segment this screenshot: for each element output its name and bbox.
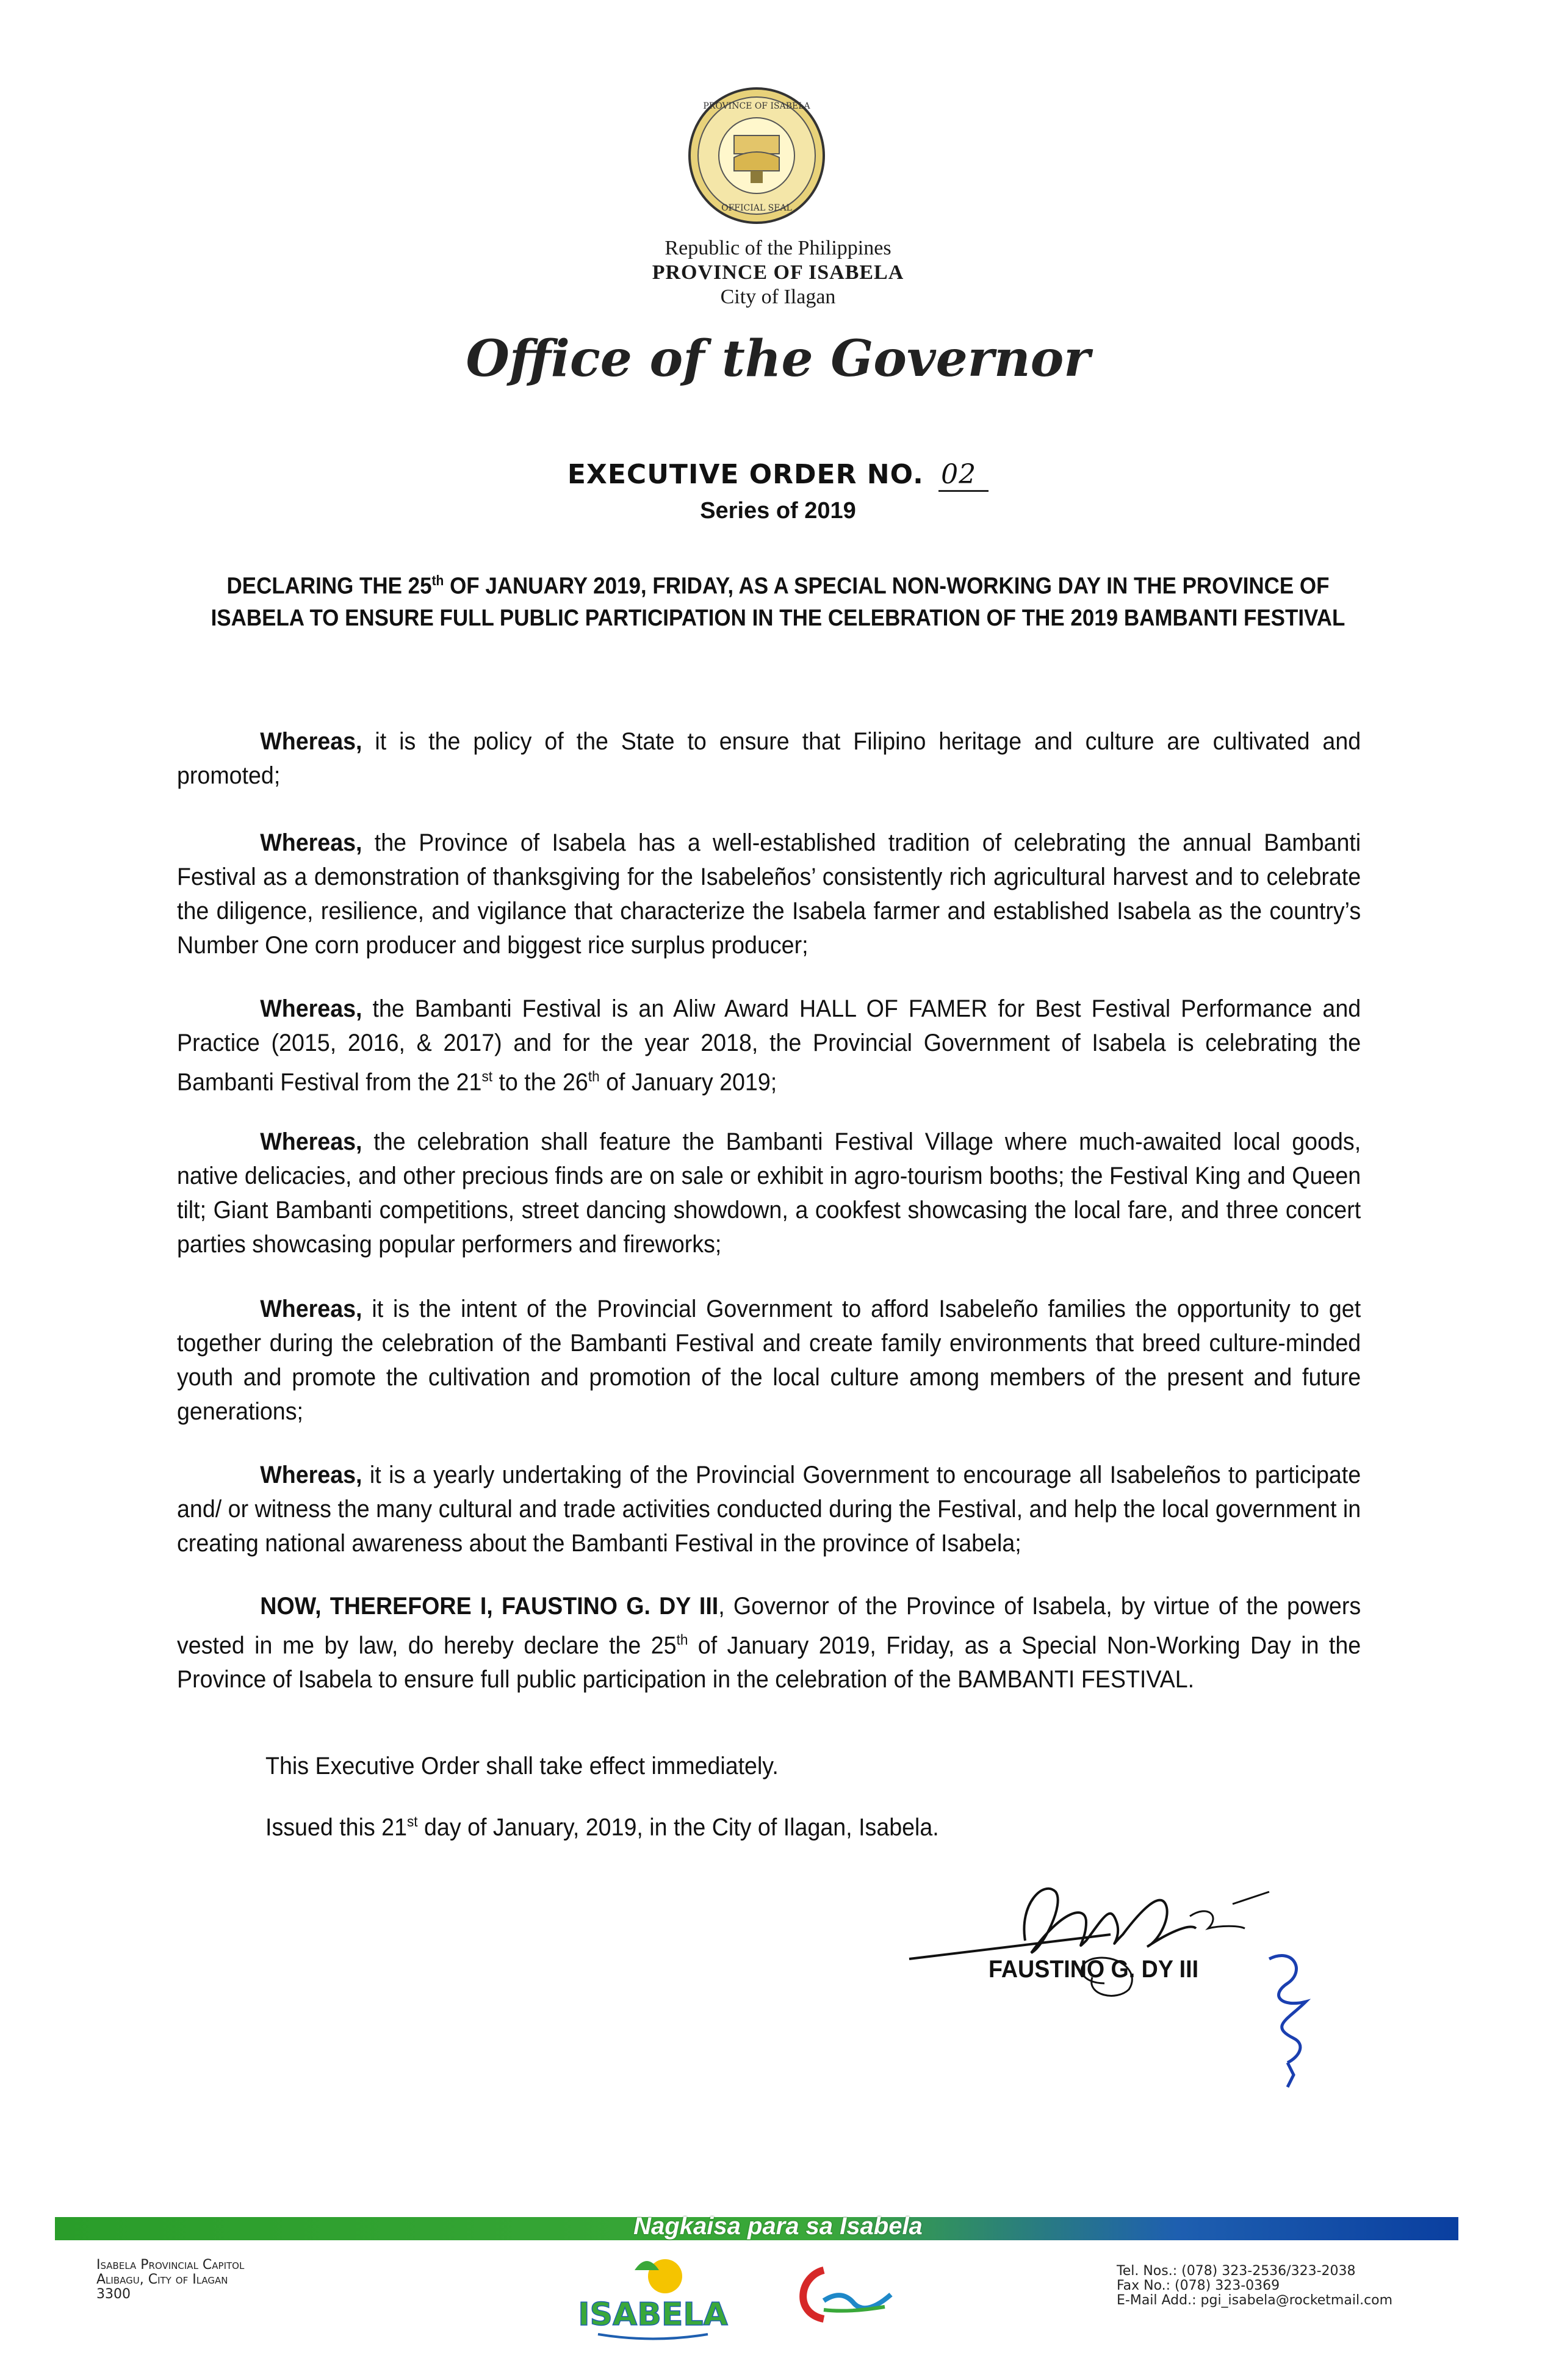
effect-line: This Executive Order shall take effect immediately. [265,1753,779,1780]
executive-order-title [0,459,1556,492]
paragraph-text: it is the policy of the State to ensure that Filipino heritage and culture are cultivated and promoted; [177,728,1361,789]
paragraph-text: of January 2019; [599,1069,777,1096]
address-line-2: Alibagu, City of Ilagan [96,2272,228,2287]
paragraph-text: , Governor of the Province of Isabela, by virtue of the powers vested in me by law, do hereby declare the 25 [177,1593,1361,1659]
whereas-paragraph-6 [177,1458,1361,1560]
official-seal-icon [686,85,827,226]
signatory-name: FAUSTINO G. DY III [989,1956,1199,1983]
issued-line [265,1814,939,1841]
executive-order-label: EXECUTIVE ORDER NO. [567,459,924,490]
wave-logo-icon [787,2258,903,2331]
issued-text-b: day of January, 2019, in the City of Ilagan, Isabela. [417,1814,939,1841]
issued-text-a: Issued this 21 [265,1814,408,1841]
issued-sup: st [407,1814,418,1830]
svg-text:OFFICIAL SEAL: OFFICIAL SEAL [721,203,792,213]
whereas-paragraph-2 [177,826,1361,962]
republic-line: Republic of the Philippines [665,237,891,259]
paragraph-text: the celebration shall feature the Bambanti Festival Village where much-awaited local goods, native delicacies, and other precious finds are on sale or exhibit in agro-tourism booths; the Festival King and Queen tilt; Giant Bambanti competitions, street dancing showdown, a cookfest showcasing the local fare, and three concert parties showcasing popular performers and fireworks; [177,1128,1361,1258]
address-line-3: 3300 [96,2287,131,2302]
footer-contact [1117,2264,1392,2308]
address-line-1: Isabela Provincial Capitol [96,2257,245,2273]
whereas-label: Whereas, [260,829,362,856]
executive-order-series: Series of 2019 [700,498,856,524]
footer-address [96,2258,244,2302]
province-line: PROVINCE OF ISABELA [652,261,904,284]
whereas-paragraph-3 [177,992,1361,1099]
svg-text:PROVINCE OF ISABELA: PROVINCE OF ISABELA [703,101,810,111]
whereas-label: Whereas, [260,995,362,1022]
ordinal-sup: st [481,1069,493,1085]
signature-icon [903,1867,1330,2099]
declaration-paragraph [177,1589,1361,1697]
executive-order-number: 02 [938,459,989,492]
paragraph-text: it is the intent of the Provincial Government to afford Isabeleño families the opportunity to get together during the celebration of the Bambanti Festival and create family environments that breed culture-minded youth and promote the cultivation and promotion of the local culture among members of the present and future generations; [177,1296,1361,1425]
whereas-label: Whereas, [260,728,362,755]
isabela-logo-icon [574,2252,732,2343]
declaring-heading [208,564,1348,634]
whereas-paragraph-1 [177,724,1361,793]
ordinal-sup: th [588,1069,600,1085]
whereas-label: Whereas, [260,1462,362,1488]
declaring-text-a: DECLARING THE 25 [226,573,432,599]
city-line: City of Ilagan [720,286,836,308]
whereas-paragraph-5 [177,1292,1361,1429]
paragraph-text: of January 2019, Friday, as a Special Non-Working Day in the Province of Isabela to ensure full public participation in the celebration of the BAMBANTI FESTIVAL. [177,1632,1361,1693]
declaring-sup: th [431,572,444,588]
office-title: Office of the Governor [466,330,1090,388]
ordinal-sup: th [676,1632,688,1648]
paragraph-text: the Province of Isabela has a well-established tradition of celebrating the annual Bambanti Festival as a demonstration of thanksgiving for the Isabeleños’ consistently rich agricultural harvest and to celebrate the diligence, resilience, and vigilance that characterize the Isabela farmer and established Isabela as the country’s Number One corn producer and biggest rice surplus producer; [177,829,1361,959]
whereas-label: Whereas, [260,1296,362,1322]
paragraph-text: it is a yearly undertaking of the Provincial Government to encourage all Isabeleños to participate and/ or witness the many cultural and trade activities conducted during the Festival, and help the local government in creating national awareness about the Bambanti Festival in the province of Isabela; [177,1462,1361,1557]
declaring-text-b: OF JANUARY 2019, FRIDAY, AS A SPECIAL NON-WORKING DAY IN THE PROVINCE OF ISABELA TO ENSURE FULL PUBLIC PARTICIPATION IN THE CELEBRATION OF THE 2019 BAMBANTI FESTIVAL [211,573,1345,631]
declaration-lead: NOW, THEREFORE I, FAUSTINO G. DY III [260,1593,719,1620]
svg-text:ISABELA: ISABELA [578,2296,728,2333]
paragraph-text: to the 26 [492,1069,588,1096]
footer-slogan: Nagkaisa para sa Isabela [633,2213,923,2240]
contact-fax: Fax No.: (078) 323-0369 [1117,2278,1280,2293]
contact-email: E-Mail Add.: pgi_isabela@rocketmail.com [1117,2293,1393,2308]
whereas-label: Whereas, [260,1128,362,1155]
contact-phone: Tel. Nos.: (078) 323-2536/323-2038 [1117,2263,1356,2279]
paragraph-text: the Bambanti Festival is an Aliw Award HALL OF FAMER for Best Festival Performance and Practice (2015, 2016, & 2017) and for the year 2018, the Provincial Government of Isabela is celebrating the Bambanti Festival from the 21 [177,995,1361,1096]
whereas-paragraph-4 [177,1125,1361,1261]
